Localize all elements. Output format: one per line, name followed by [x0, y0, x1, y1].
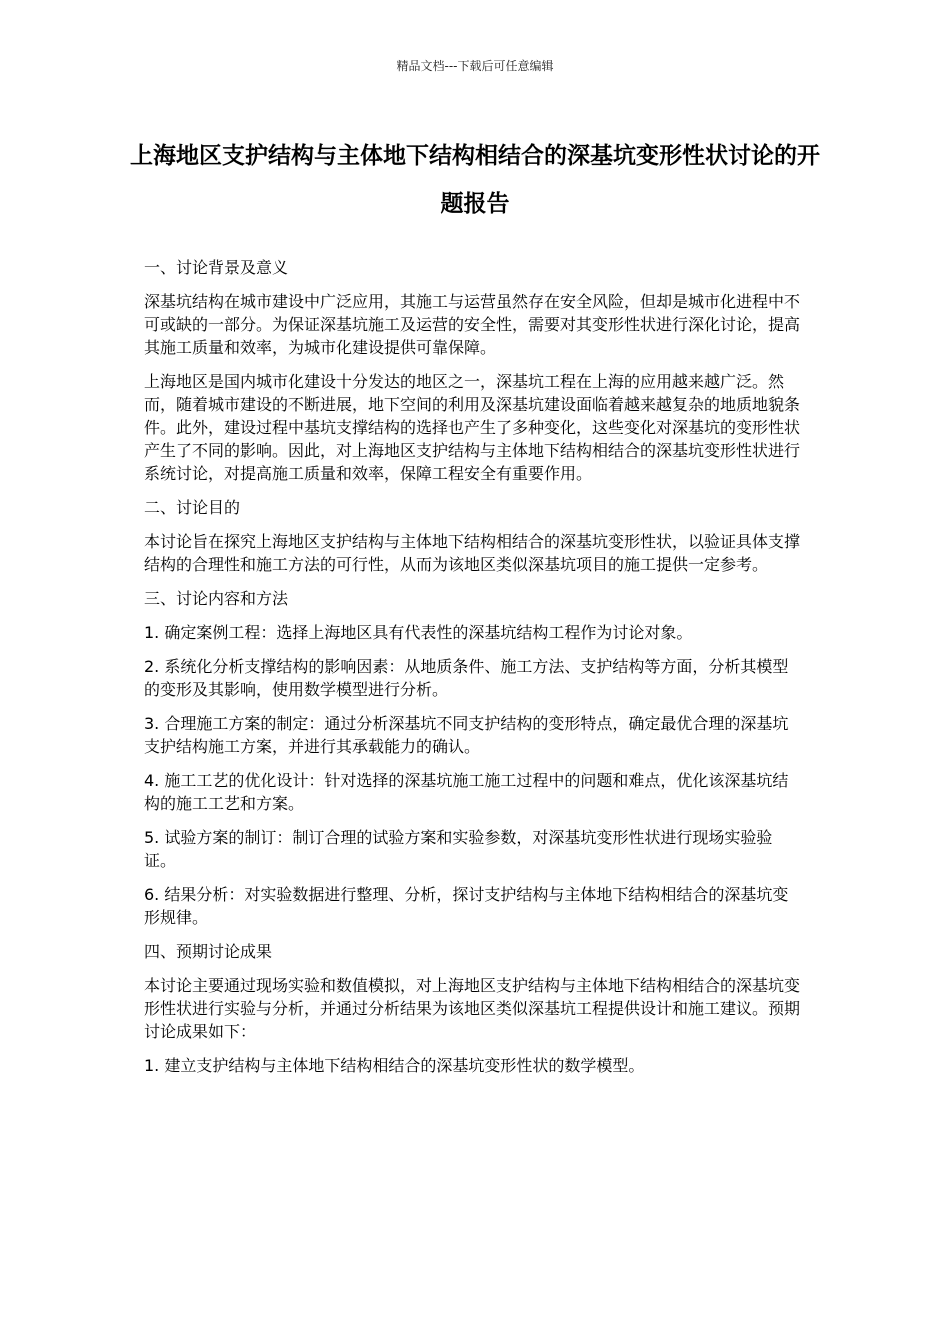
section-heading-expected-results: 四、预期讨论成果 [144, 942, 273, 961]
list-item: 6. 结果分析：对实验数据进行整理、分析，探讨支护结构与主体地下结构相结合的深基坑变形规律。 [144, 885, 789, 927]
section-heading-purpose: 二、讨论目的 [144, 498, 241, 517]
paragraph: 深基坑结构在城市建设中广泛应用，其施工与运营虽然存在安全风险，但却是城市化进程中不可或缺的一部分。为保证深基坑施工及运营的安全性，需要对其变形性状进行深化讨论，提高其施工质量和效率，为城市化建设提供可靠保障。 [144, 292, 801, 357]
list-item: 1. 建立支护结构与主体地下结构相结合的深基坑变形性状的数学模型。 [144, 1056, 645, 1075]
section-heading-content-method: 三、讨论内容和方法 [144, 589, 289, 608]
list-item: 5. 试验方案的制订：制订合理的试验方案和实验参数，对深基坑变形性状进行现场实验验证。 [144, 828, 773, 870]
document-body [144, 256, 804, 1088]
document-title: 上海地区支护结构与主体地下结构相结合的深基坑变形性状讨论的开题报告 [130, 143, 820, 217]
section-heading-background: 一、讨论背景及意义 [144, 258, 289, 277]
list-item: 2. 系统化分析支撑结构的影响因素：从地质条件、施工方法、支护结构等方面，分析其模型的变形及其影响，使用数学模型进行分析。 [144, 657, 789, 699]
list-item: 1. 确定案例工程：选择上海地区具有代表性的深基坑结构工程作为讨论对象。 [144, 623, 693, 642]
paragraph: 本讨论主要通过现场实验和数值模拟，对上海地区支护结构与主体地下结构相结合的深基坑变形性状进行实验与分析，并通过分析结果为该地区类似深基坑工程提供设计和施工建议。预期讨论成果如下： [144, 976, 801, 1041]
list-item: 4. 施工工艺的优化设计：针对选择的深基坑施工施工过程中的问题和难点，优化该深基坑结构的施工工艺和方案。 [144, 771, 789, 813]
paragraph: 上海地区是国内城市化建设十分发达的地区之一，深基坑工程在上海的应用越来越广泛。然而，随着城市建设的不断进展，地下空间的利用及深基坑建设面临着越来越复杂的地质地貌条件。此外，建设过程中基坑支撑结构的选择也产生了多种变化，这些变化对深基坑的变形性状产生了不同的影响。因此，对上海地区支护结构与主体地下结构相结合的深基坑变形性状进行系统讨论，对提高施工质量和效率，保障工程安全有重要作用。 [144, 372, 801, 483]
list-item: 3. 合理施工方案的制定：通过分析深基坑不同支护结构的变形特点，确定最优合理的深基坑支护结构施工方案，并进行其承载能力的确认。 [144, 714, 789, 756]
header-note: 精品文档---下载后可任意编辑 [396, 59, 554, 73]
paragraph: 本讨论旨在探究上海地区支护结构与主体地下结构相结合的深基坑变形性状，以验证具体支撑结构的合理性和施工方法的可行性，从而为该地区类似深基坑项目的施工提供一定参考。 [144, 532, 801, 574]
